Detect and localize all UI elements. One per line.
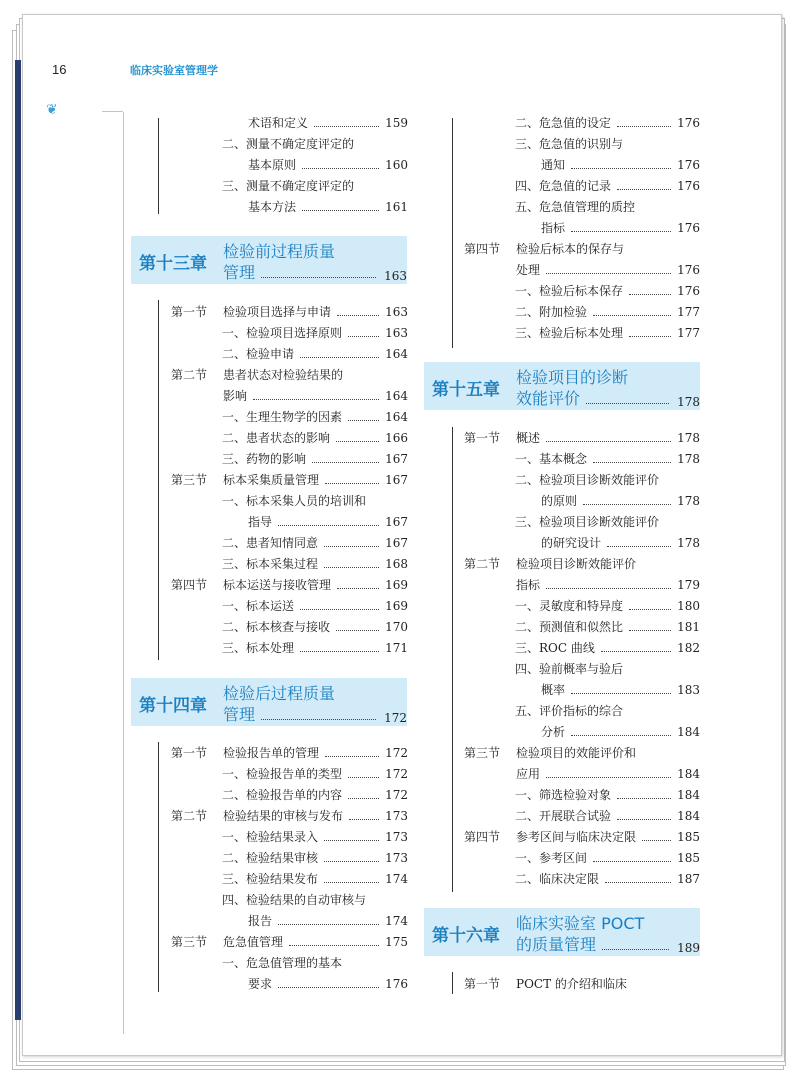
column-bar	[452, 427, 453, 892]
toc-entry[interactable]: 二、临床决定限 187	[515, 872, 700, 886]
toc-entry[interactable]: 应用 184	[516, 767, 700, 781]
toc-entry[interactable]: 三、药物的影响 167	[222, 452, 408, 466]
toc-entry[interactable]: 要求 176	[248, 977, 408, 991]
toc-entry[interactable]: 检验结果的审核与发布 173	[223, 809, 408, 823]
toc-entry[interactable]: 二、预测值和似然比 181	[515, 620, 700, 634]
toc-entry[interactable]: 分析 184	[541, 725, 700, 739]
section-label: 第三节	[171, 473, 208, 487]
toc-entry[interactable]: 一、参考区间 185	[515, 851, 700, 865]
chapter-number: 第十六章	[432, 926, 500, 946]
toc-entry[interactable]: 二、检验结果审核 173	[222, 851, 408, 865]
chapter-heading[interactable]	[424, 908, 700, 956]
toc-entry[interactable]: 报告 174	[248, 914, 408, 928]
chapter-title: 效能评价	[516, 389, 581, 408]
chapter-heading[interactable]	[424, 362, 700, 410]
chapter-number: 第十四章	[139, 696, 207, 716]
chapter-heading[interactable]	[131, 678, 407, 726]
toc-entry[interactable]: 二、检验申请 164	[222, 347, 408, 361]
toc-entry[interactable]: 一、检验结果录入 173	[222, 830, 408, 844]
toc-entry[interactable]: 危急值管理 175	[223, 935, 408, 949]
toc-entry[interactable]: 二、附加检验 177	[515, 305, 700, 319]
toc-entry[interactable]: 检验项目诊断效能评价	[516, 557, 637, 571]
toc-entry[interactable]: 二、测量不确定度评定的	[222, 137, 355, 151]
toc-entry[interactable]: 二、标本核查与接收 170	[222, 620, 408, 634]
toc-entry[interactable]: 二、危急值的设定 176	[515, 116, 700, 130]
toc-entry[interactable]: 二、患者状态的影响 166	[222, 431, 408, 445]
toc-entry[interactable]: 四、检验结果的自动审核与	[222, 893, 367, 907]
chapter-heading[interactable]	[131, 236, 407, 284]
toc-entry[interactable]: 检验项目选择与申请 163	[223, 305, 408, 319]
section-label: 第一节	[464, 431, 501, 445]
toc-entry[interactable]: 三、检验后标本处理 177	[515, 326, 700, 340]
section-label: 第一节	[464, 977, 501, 991]
column-bar	[158, 118, 159, 214]
toc-entry[interactable]: 一、灵敏度和特异度 180	[515, 599, 700, 613]
page-number: 16	[52, 62, 67, 77]
section-label: 第三节	[171, 935, 208, 949]
column-bar	[452, 118, 453, 348]
toc-entry[interactable]: 术语和定义 159	[248, 116, 408, 130]
decorative-rule	[102, 111, 123, 112]
toc-entry[interactable]: 检验报告单的管理 172	[223, 746, 408, 760]
toc-entry[interactable]: 三、标本处理 171	[222, 641, 408, 655]
chapter-number: 第十三章	[139, 254, 207, 274]
section-label: 第二节	[464, 557, 501, 571]
leaf-icon: ❦	[46, 102, 58, 118]
chapter-title: 管理	[223, 263, 256, 282]
section-label: 第四节	[464, 830, 501, 844]
toc-entry[interactable]: 参考区间与临床决定限 185	[516, 830, 700, 844]
toc-entry[interactable]: 患者状态对检验结果的	[223, 368, 344, 382]
chapter-title: 检验前过程质量	[223, 242, 336, 261]
chapter-title: 管理	[223, 705, 256, 724]
book-spine-strip	[15, 60, 21, 1020]
toc-entry[interactable]: 五、危急值管理的质控	[515, 200, 636, 214]
column-bar	[158, 742, 159, 992]
toc-entry[interactable]: 三、检验项目诊断效能评价	[515, 515, 660, 529]
toc-entry[interactable]: 四、危急值的记录 176	[515, 179, 700, 193]
toc-entry[interactable]: 三、标本采集过程 168	[222, 557, 408, 571]
toc-entry[interactable]: 基本方法 161	[248, 200, 408, 214]
toc-entry[interactable]: 指标 176	[541, 221, 700, 235]
chapter-title: 的质量管理	[516, 935, 597, 954]
toc-entry[interactable]: 一、检验后标本保存 176	[515, 284, 700, 298]
toc-entry[interactable]: 概述 178	[516, 431, 700, 445]
chapter-number: 第十五章	[432, 380, 500, 400]
toc-entry[interactable]: 标本采集质量管理 167	[223, 473, 408, 487]
toc-entry[interactable]: 一、标本采集人员的培训和	[222, 494, 367, 508]
column-bar	[452, 972, 453, 994]
chapter-page: 172	[384, 711, 407, 725]
toc-entry[interactable]: 一、生理生物学的因素 164	[222, 410, 408, 424]
toc-entry[interactable]: 一、检验项目选择原则 163	[222, 326, 408, 340]
section-label: 第一节	[171, 746, 208, 760]
chapter-page: 178	[677, 395, 700, 409]
section-label: 第四节	[464, 242, 501, 256]
toc-entry[interactable]: 检验项目的效能评价和	[516, 746, 637, 760]
toc-entry[interactable]: 二、患者知情同意 167	[222, 536, 408, 550]
toc-entry[interactable]: 标本运送与接收管理 169	[223, 578, 408, 592]
section-label: 第二节	[171, 368, 208, 382]
column-bar	[158, 300, 159, 660]
toc-entry[interactable]: 一、检验报告单的类型 172	[222, 767, 408, 781]
toc-entry[interactable]: 的研究设计 178	[541, 536, 700, 550]
toc-entry[interactable]: 二、开展联合试验 184	[515, 809, 700, 823]
toc-entry[interactable]: 三、测量不确定度评定的	[222, 179, 355, 193]
toc-entry[interactable]: 一、危急值管理的基本	[222, 956, 343, 970]
toc-entry[interactable]: 三、检验结果发布 174	[222, 872, 408, 886]
toc-entry[interactable]: 一、基本概念 178	[515, 452, 700, 466]
section-label: 第四节	[171, 578, 208, 592]
toc-entry[interactable]: POCT 的介绍和临床	[516, 977, 627, 991]
toc-entry[interactable]: 概率 183	[541, 683, 700, 697]
toc-entry[interactable]: 三、危急值的识别与	[515, 137, 624, 151]
section-label: 第二节	[171, 809, 208, 823]
toc-entry[interactable]: 处理 176	[516, 263, 700, 277]
toc-entry[interactable]: 五、评价指标的综合	[515, 704, 624, 718]
toc-entry[interactable]: 基本原则 160	[248, 158, 408, 172]
toc-entry[interactable]: 四、验前概率与验后	[515, 662, 624, 676]
toc-entry[interactable]: 影响 164	[223, 389, 408, 403]
section-label: 第三节	[464, 746, 501, 760]
running-header-title: 临床实验室管理学	[130, 65, 218, 77]
chapter-page: 163	[384, 269, 407, 283]
toc-entry[interactable]: 指导 167	[248, 515, 408, 529]
toc-entry[interactable]: 三、ROC 曲线 182	[515, 641, 700, 655]
toc-entry[interactable]: 一、标本运送 169	[222, 599, 408, 613]
toc-entry[interactable]: 通知 176	[541, 158, 700, 172]
toc-entry[interactable]: 一、筛选检验对象 184	[515, 788, 700, 802]
decorative-rule	[123, 112, 124, 1034]
chapter-title: 检验后过程质量	[223, 684, 336, 703]
section-label: 第一节	[171, 305, 208, 319]
toc-entry[interactable]: 二、检验报告单的内容 172	[222, 788, 408, 802]
toc-entry[interactable]: 二、检验项目诊断效能评价	[515, 473, 660, 487]
chapter-title: 临床实验室 POCT	[516, 914, 645, 933]
chapter-title: 检验项目的诊断	[516, 368, 629, 387]
chapter-page: 189	[677, 941, 700, 955]
toc-entry[interactable]: 检验后标本的保存与	[516, 242, 625, 256]
toc-entry[interactable]: 指标 179	[516, 578, 700, 592]
toc-entry[interactable]: 的原则 178	[541, 494, 700, 508]
